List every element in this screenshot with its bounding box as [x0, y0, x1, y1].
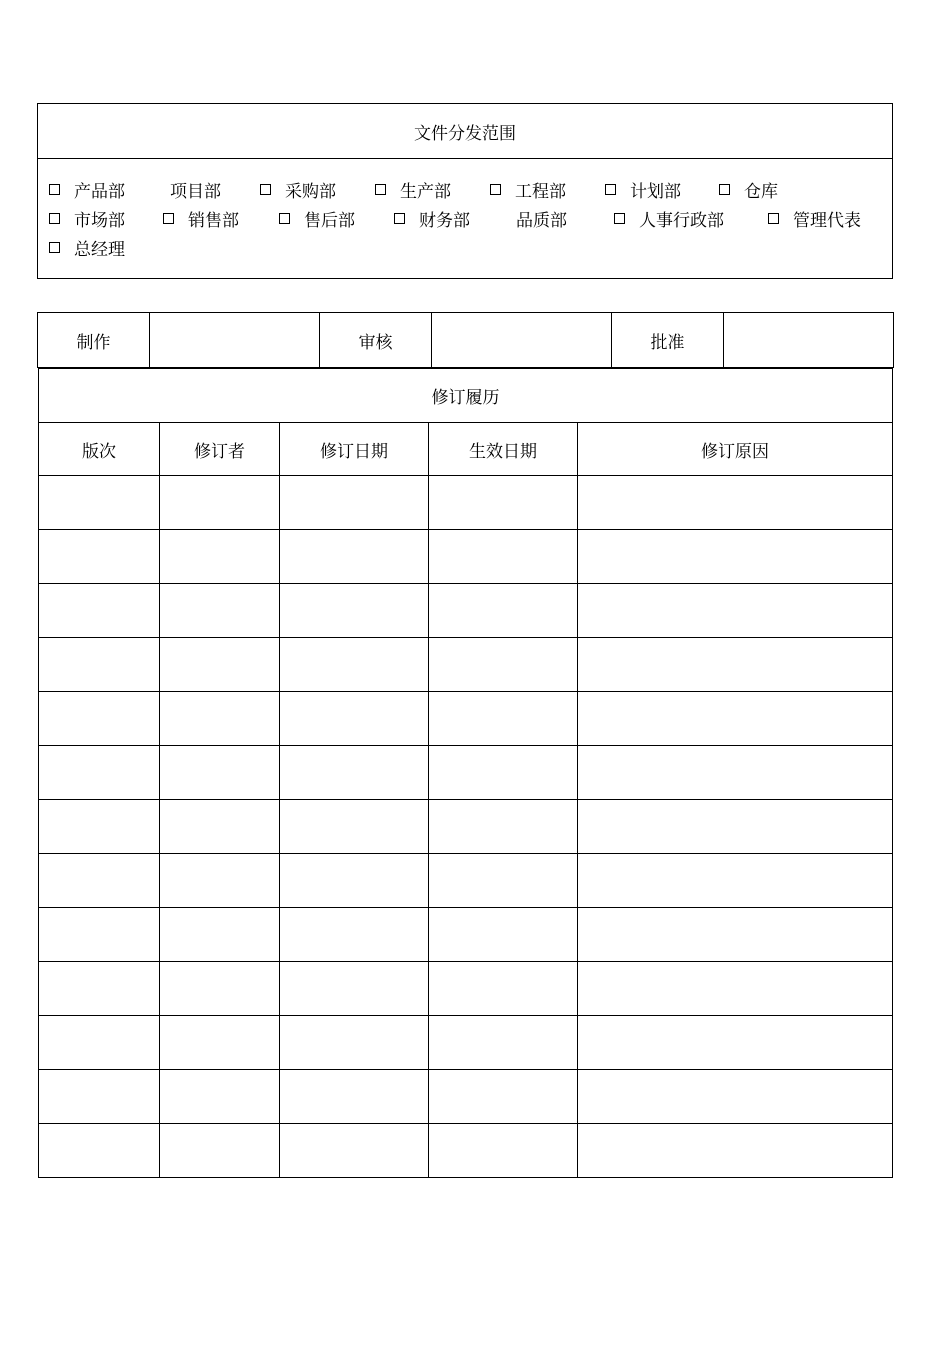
dept-label: 计划部: [630, 181, 681, 202]
cell-effective-date[interactable]: [429, 908, 578, 962]
cell-revision-date[interactable]: [280, 854, 429, 908]
cell-reviser[interactable]: [160, 908, 280, 962]
dept-management-rep[interactable]: [768, 207, 861, 229]
dept-label: 工程部: [515, 181, 566, 202]
checkbox-icon[interactable]: [260, 184, 271, 195]
dept-label: 总经理: [74, 239, 125, 260]
cell-revision-date[interactable]: [280, 692, 429, 746]
dept-label: 项目部: [170, 181, 221, 202]
signoff-table: [37, 312, 894, 368]
cell-revision-date[interactable]: [280, 584, 429, 638]
cell-revision-date[interactable]: [280, 638, 429, 692]
cell-effective-date[interactable]: [429, 962, 578, 1016]
revision-title-row: [39, 369, 893, 423]
dept-marketing[interactable]: [49, 207, 125, 229]
checkbox-icon[interactable]: [491, 213, 502, 224]
checkbox-icon[interactable]: [490, 184, 501, 195]
checkbox-icon[interactable]: [394, 213, 405, 224]
made-by-label: 制作: [38, 313, 150, 367]
dept-label: 采购部: [285, 181, 336, 202]
cell-revision-reason[interactable]: [578, 692, 893, 746]
dept-label: 售后部: [304, 210, 355, 231]
cell-revision-date[interactable]: [280, 962, 429, 1016]
dept-sales[interactable]: [163, 207, 239, 229]
cell-effective-date[interactable]: [429, 854, 578, 908]
cell-revision-reason[interactable]: [578, 800, 893, 854]
col-header-version: 版次: [39, 423, 160, 476]
cell-version[interactable]: [39, 476, 160, 530]
cell-version[interactable]: [39, 1070, 160, 1124]
table-row: [39, 692, 893, 746]
table-row: [39, 962, 893, 1016]
cell-version[interactable]: [39, 638, 160, 692]
cell-effective-date[interactable]: [429, 476, 578, 530]
dept-finance[interactable]: [394, 207, 470, 229]
cell-revision-reason[interactable]: [578, 1016, 893, 1070]
cell-version[interactable]: [39, 1124, 160, 1178]
cell-revision-reason[interactable]: [578, 962, 893, 1016]
cell-effective-date[interactable]: [429, 584, 578, 638]
made-by-field[interactable]: [150, 313, 320, 367]
reviewed-field[interactable]: [432, 313, 612, 367]
reviewed-label: 审核: [320, 313, 432, 367]
cell-effective-date[interactable]: [429, 638, 578, 692]
cell-revision-reason[interactable]: [578, 908, 893, 962]
cell-revision-date[interactable]: [280, 1070, 429, 1124]
cell-reviser[interactable]: [160, 1016, 280, 1070]
cell-revision-date[interactable]: [280, 746, 429, 800]
cell-reviser[interactable]: [160, 692, 280, 746]
cell-revision-reason[interactable]: [578, 584, 893, 638]
col-header-effective-date: 生效日期: [429, 423, 578, 476]
table-row: [39, 908, 893, 962]
cell-effective-date[interactable]: [429, 692, 578, 746]
approved-label: 批准: [612, 313, 724, 367]
cell-revision-reason[interactable]: [578, 746, 893, 800]
dept-planning[interactable]: [605, 178, 681, 200]
dept-label: 仓库: [744, 181, 778, 202]
checkbox-icon[interactable]: [375, 184, 386, 195]
dept-label: 市场部: [74, 210, 125, 231]
dept-label: 财务部: [419, 210, 470, 231]
cell-reviser[interactable]: [160, 476, 280, 530]
cell-effective-date[interactable]: [429, 800, 578, 854]
dept-label: 销售部: [188, 210, 239, 231]
checkbox-icon[interactable]: [49, 184, 60, 195]
cell-effective-date[interactable]: [429, 1070, 578, 1124]
dept-engineering[interactable]: [490, 178, 566, 200]
cell-version[interactable]: [39, 962, 160, 1016]
table-row: [39, 800, 893, 854]
cell-revision-date[interactable]: [280, 530, 429, 584]
dept-warehouse[interactable]: [719, 178, 778, 200]
cell-revision-date[interactable]: [280, 800, 429, 854]
revision-history-table: [38, 368, 893, 1178]
table-row: [39, 1124, 893, 1178]
cell-version[interactable]: [39, 800, 160, 854]
cell-version[interactable]: [39, 854, 160, 908]
table-row: [39, 638, 893, 692]
checkbox-icon[interactable]: [163, 213, 174, 224]
dept-product[interactable]: [49, 178, 125, 200]
distribution-departments: [38, 159, 892, 279]
distribution-scope-box: [37, 103, 893, 279]
dept-purchasing[interactable]: [260, 178, 336, 200]
col-header-revision-date: 修订日期: [280, 423, 429, 476]
cell-revision-date[interactable]: [280, 1016, 429, 1070]
cell-revision-reason[interactable]: [578, 476, 893, 530]
revision-header-row: [39, 423, 893, 476]
cell-effective-date[interactable]: [429, 746, 578, 800]
dept-label: 生产部: [400, 181, 451, 202]
dept-label: 人事行政部: [639, 210, 724, 231]
cell-effective-date[interactable]: [429, 1016, 578, 1070]
cell-version[interactable]: [39, 1016, 160, 1070]
revision-title: 修订履历: [39, 369, 893, 423]
cell-reviser[interactable]: [160, 854, 280, 908]
table-row: [39, 746, 893, 800]
table-row: [39, 476, 893, 530]
cell-revision-reason[interactable]: [578, 854, 893, 908]
checkbox-icon[interactable]: [719, 184, 730, 195]
cell-version[interactable]: [39, 746, 160, 800]
cell-reviser[interactable]: [160, 962, 280, 1016]
table-row: [39, 854, 893, 908]
approved-field[interactable]: [724, 313, 893, 367]
cell-version[interactable]: [39, 530, 160, 584]
cell-revision-date[interactable]: [280, 476, 429, 530]
cell-reviser[interactable]: [160, 1124, 280, 1178]
dept-label: 管理代表: [793, 210, 861, 231]
checkbox-icon[interactable]: [605, 184, 616, 195]
dept-hr-admin[interactable]: [614, 207, 724, 229]
table-row: [39, 530, 893, 584]
checkbox-icon[interactable]: [768, 213, 779, 224]
col-header-reviser: 修订者: [160, 423, 280, 476]
checkbox-icon[interactable]: [49, 242, 60, 253]
dept-label: 品质部: [516, 210, 567, 231]
cell-version[interactable]: [39, 584, 160, 638]
table-row: [39, 1016, 893, 1070]
cell-reviser[interactable]: [160, 746, 280, 800]
cell-reviser[interactable]: [160, 1070, 280, 1124]
checkbox-icon[interactable]: [614, 213, 625, 224]
cell-version[interactable]: [39, 908, 160, 962]
checkbox-icon[interactable]: [49, 213, 60, 224]
dept-quality[interactable]: [491, 207, 567, 229]
cell-revision-reason[interactable]: [578, 530, 893, 584]
cell-reviser[interactable]: [160, 584, 280, 638]
cell-revision-date[interactable]: [280, 908, 429, 962]
cell-effective-date[interactable]: [429, 530, 578, 584]
dept-label: 产品部: [74, 181, 125, 202]
table-row: [39, 584, 893, 638]
cell-revision-reason[interactable]: [578, 638, 893, 692]
cell-reviser[interactable]: [160, 638, 280, 692]
table-row: [39, 1070, 893, 1124]
distribution-title: 文件分发范围: [38, 104, 892, 159]
dept-project[interactable]: [145, 178, 221, 200]
checkbox-icon[interactable]: [279, 213, 290, 224]
cell-revision-date[interactable]: [280, 1124, 429, 1178]
cell-effective-date[interactable]: [429, 1124, 578, 1178]
dept-production[interactable]: [375, 178, 451, 200]
dept-general-manager[interactable]: [49, 236, 125, 258]
cell-reviser[interactable]: [160, 800, 280, 854]
cell-revision-reason[interactable]: [578, 1070, 893, 1124]
dept-after-sales[interactable]: [279, 207, 355, 229]
checkbox-icon[interactable]: [145, 184, 156, 195]
col-header-revision-reason: 修订原因: [578, 423, 893, 476]
cell-version[interactable]: [39, 692, 160, 746]
cell-revision-reason[interactable]: [578, 1124, 893, 1178]
cell-reviser[interactable]: [160, 530, 280, 584]
